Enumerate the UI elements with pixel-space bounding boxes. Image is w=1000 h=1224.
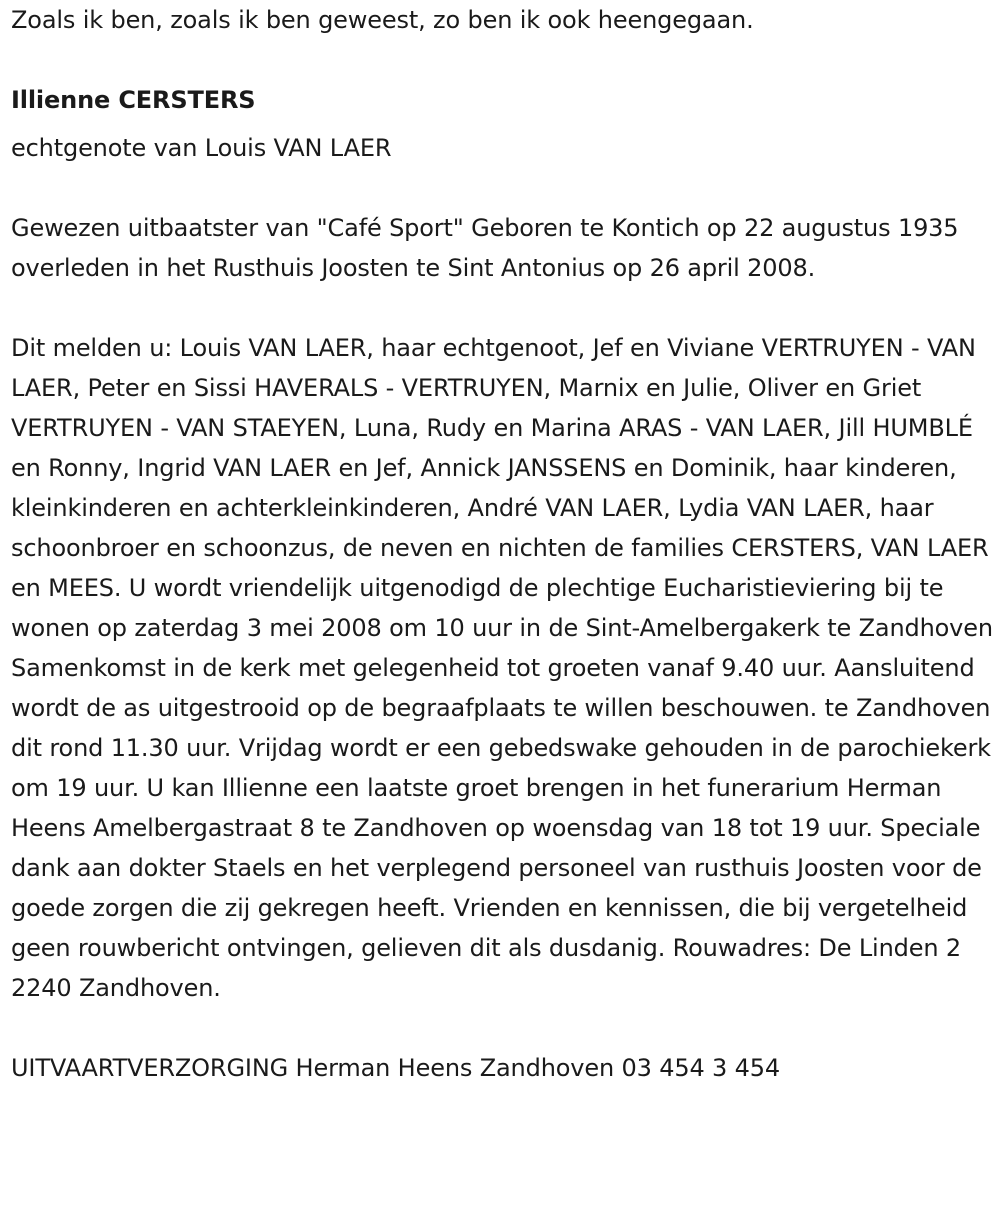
opening-quote: Zoals ik ben, zoals ik ben geweest, zo ben ik ook heengegaan. [11,6,754,34]
announcement-paragraph: Dit melden u: Louis VAN LAER, haar echtgenoot, Jef en Viviane VERTRUYEN - VAN LAER, Peter en Sissi HAVERALS - VERTRUYEN, Marnix en Julie, Oliver en Griet VERTRUYEN - VAN STAEYEN, Luna, Rudy en Marina ARAS - VAN LAER, Jill HUMBLÉ en Ronny, Ingrid VAN LAER en Jef, Annick JANSSENS en Dominik, haar kinderen, kleinkinderen en achterkleinkinderen, André VAN LAER, Lydia VAN LAER, haar schoonbroer en schoonzus, de neven en nichten de families CERSTERS, VAN LAER en MEES. U wordt vriendelijk uitgenodigd de plechtige Eucharistieviering bij te wonen op zaterdag 3 mei 2008 om 10 uur in de Sint-Amelbergakerk te Zandhoven Samenkomst in de kerk met gelegenheid tot groeten vanaf 9.40 uur. Aansluitend wordt de as uitgestrooid op de begraafplaats te willen beschouwen. te Zandhoven dit rond 11.30 uur. Vrijdag wordt er een gebedswake gehouden in de parochiekerk om 19 uur. U kan Illienne een laatste groet brengen in het funerarium Herman Heens Amelbergastraat 8 te Zandhoven op woensdag van 18 tot 19 uur. Speciale dank aan dokter Staels en het verplegend personeel van rusthuis Joosten voor de goede zorgen die zij gekregen heeft. Vrienden en kennissen, die bij vergetelheid geen rouwbericht ontvingen, gelieven dit als dusdanig. Rouwadres: De Linden 2 2240 Zandhoven. [11,334,993,1002]
funeral-director-line: UITVAARTVERZORGING Herman Heens Zandhoven 03 454 3 454 [11,1054,781,1082]
biography-paragraph: Gewezen uitbaatster van "Café Sport" Geboren te Kontich op 22 augustus 1935 overleden in het Rusthuis Joosten te Sint Antonius op 26 april 2008. [11,214,959,282]
spouse-line: echtgenote van Louis VAN LAER [11,134,392,162]
deceased-name: Illienne CERSTERS [11,86,256,114]
obituary-notice [11,0,993,1088]
